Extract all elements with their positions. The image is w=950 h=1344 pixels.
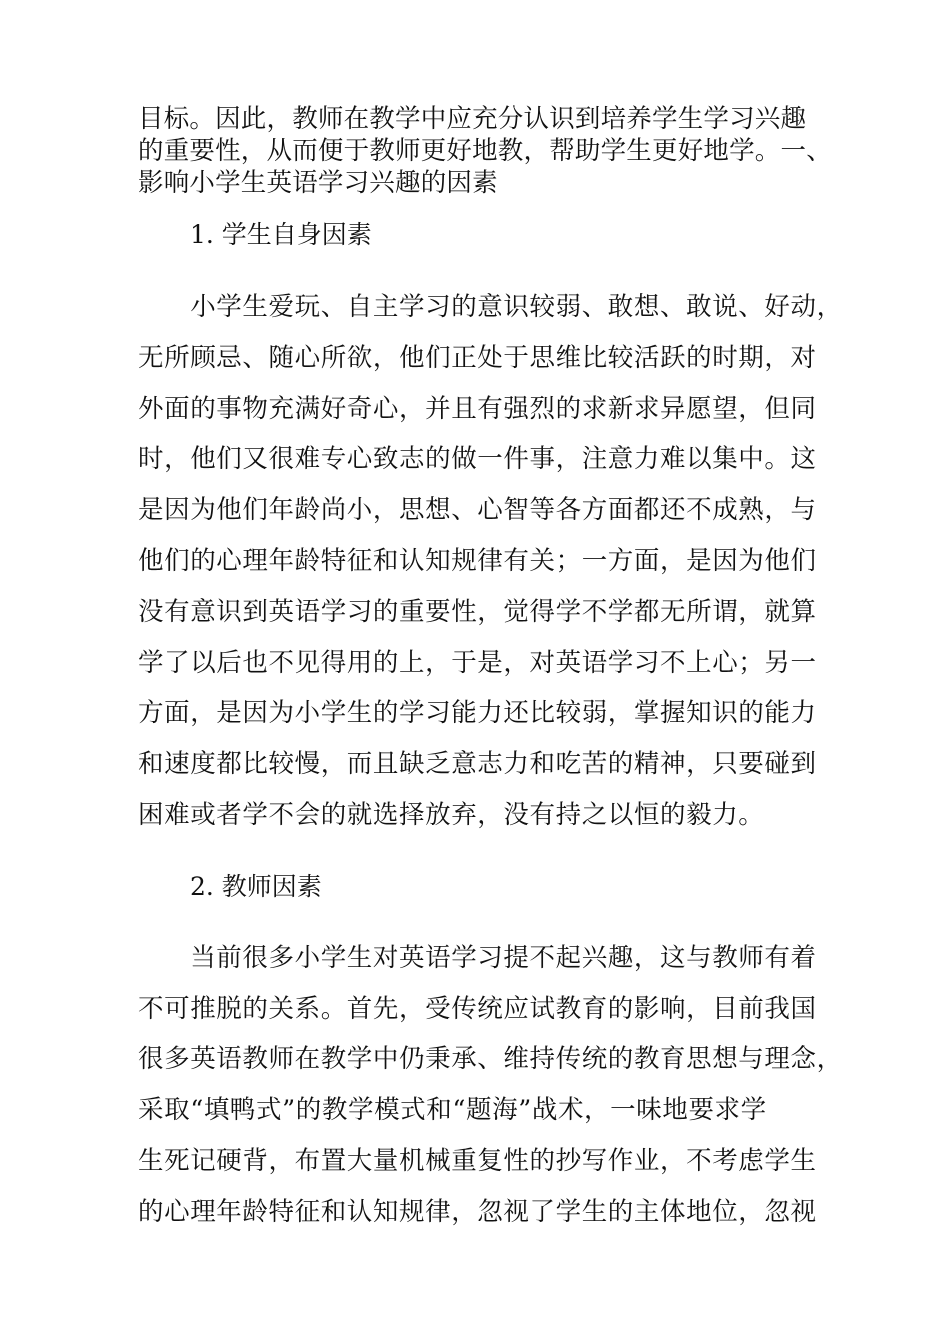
text-line: 采取“填鸭式”的教学模式和“题海”战术，一味地要求学 <box>138 1095 767 1126</box>
text-line: 影响小学生英语学习兴趣的因素 <box>138 168 498 198</box>
text-line: 生死记硬背，布置大量机械重复性的抄写作业，不考虑学生 <box>138 1145 817 1176</box>
text-line: 小学生爱玩、自主学习的意识较弱、敢想、敢说、好动， <box>138 292 843 322</box>
text-line: 他们的心理年龄特征和认知规律有关；一方面，是因为他们 <box>138 545 817 576</box>
section-heading-teacher-factors: 2. 教师因素 <box>190 871 322 901</box>
text-line: 当前很多小学生对英语学习提不起兴趣，这与教师有着 <box>138 942 817 973</box>
text-line: 很多英语教师在教学中仍秉承、维持传统的教育思想与理念， <box>138 1044 843 1075</box>
text-line: 学了以后也不见得用的上，于是，对英语学习不上心；另一 <box>138 647 817 678</box>
text-line: 没有意识到英语学习的重要性，觉得学不学都无所谓，就算 <box>138 596 817 627</box>
document-page <box>138 103 843 1238</box>
text-line: 目标。因此，教师在教学中应充分认识到培养学生学习兴趣 <box>138 104 807 134</box>
text-line: 和速度都比较慢，而且缺乏意志力和吃苦的精神，只要碰到 <box>138 749 817 780</box>
text-line: 外面的事物充满好奇心，并且有强烈的求新求异愿望，但同 <box>138 393 817 424</box>
text-line: 不可推脱的关系。首先，受传统应试教育的影响，目前我国 <box>138 993 817 1024</box>
text-line: 无所顾忌、随心所欲，他们正处于思维比较活跃的时期，对 <box>138 342 817 373</box>
text-line: 的重要性，从而便于教师更好地教，帮助学生更好地学。一、 <box>138 136 832 166</box>
text-line: 困难或者学不会的就选择放弃，没有持之以恒的毅力。 <box>138 799 765 830</box>
text-line: 时，他们又很难专心致志的做一件事，注意力难以集中。这 <box>138 444 817 475</box>
text-line: 是因为他们年龄尚小，思想、心智等各方面都还不成熟，与 <box>138 495 817 526</box>
text-line: 方面，是因为小学生的学习能力还比较弱，掌握知识的能力 <box>138 698 817 729</box>
student-factors-paragraph <box>138 282 843 841</box>
teacher-factors-paragraph <box>138 933 843 1238</box>
section-heading-student-factors: 1. 学生自身因素 <box>190 220 372 249</box>
text-line: 的心理年龄特征和认知规律，忽视了学生的主体地位，忽视 <box>138 1196 817 1227</box>
intro-paragraph <box>138 103 832 199</box>
